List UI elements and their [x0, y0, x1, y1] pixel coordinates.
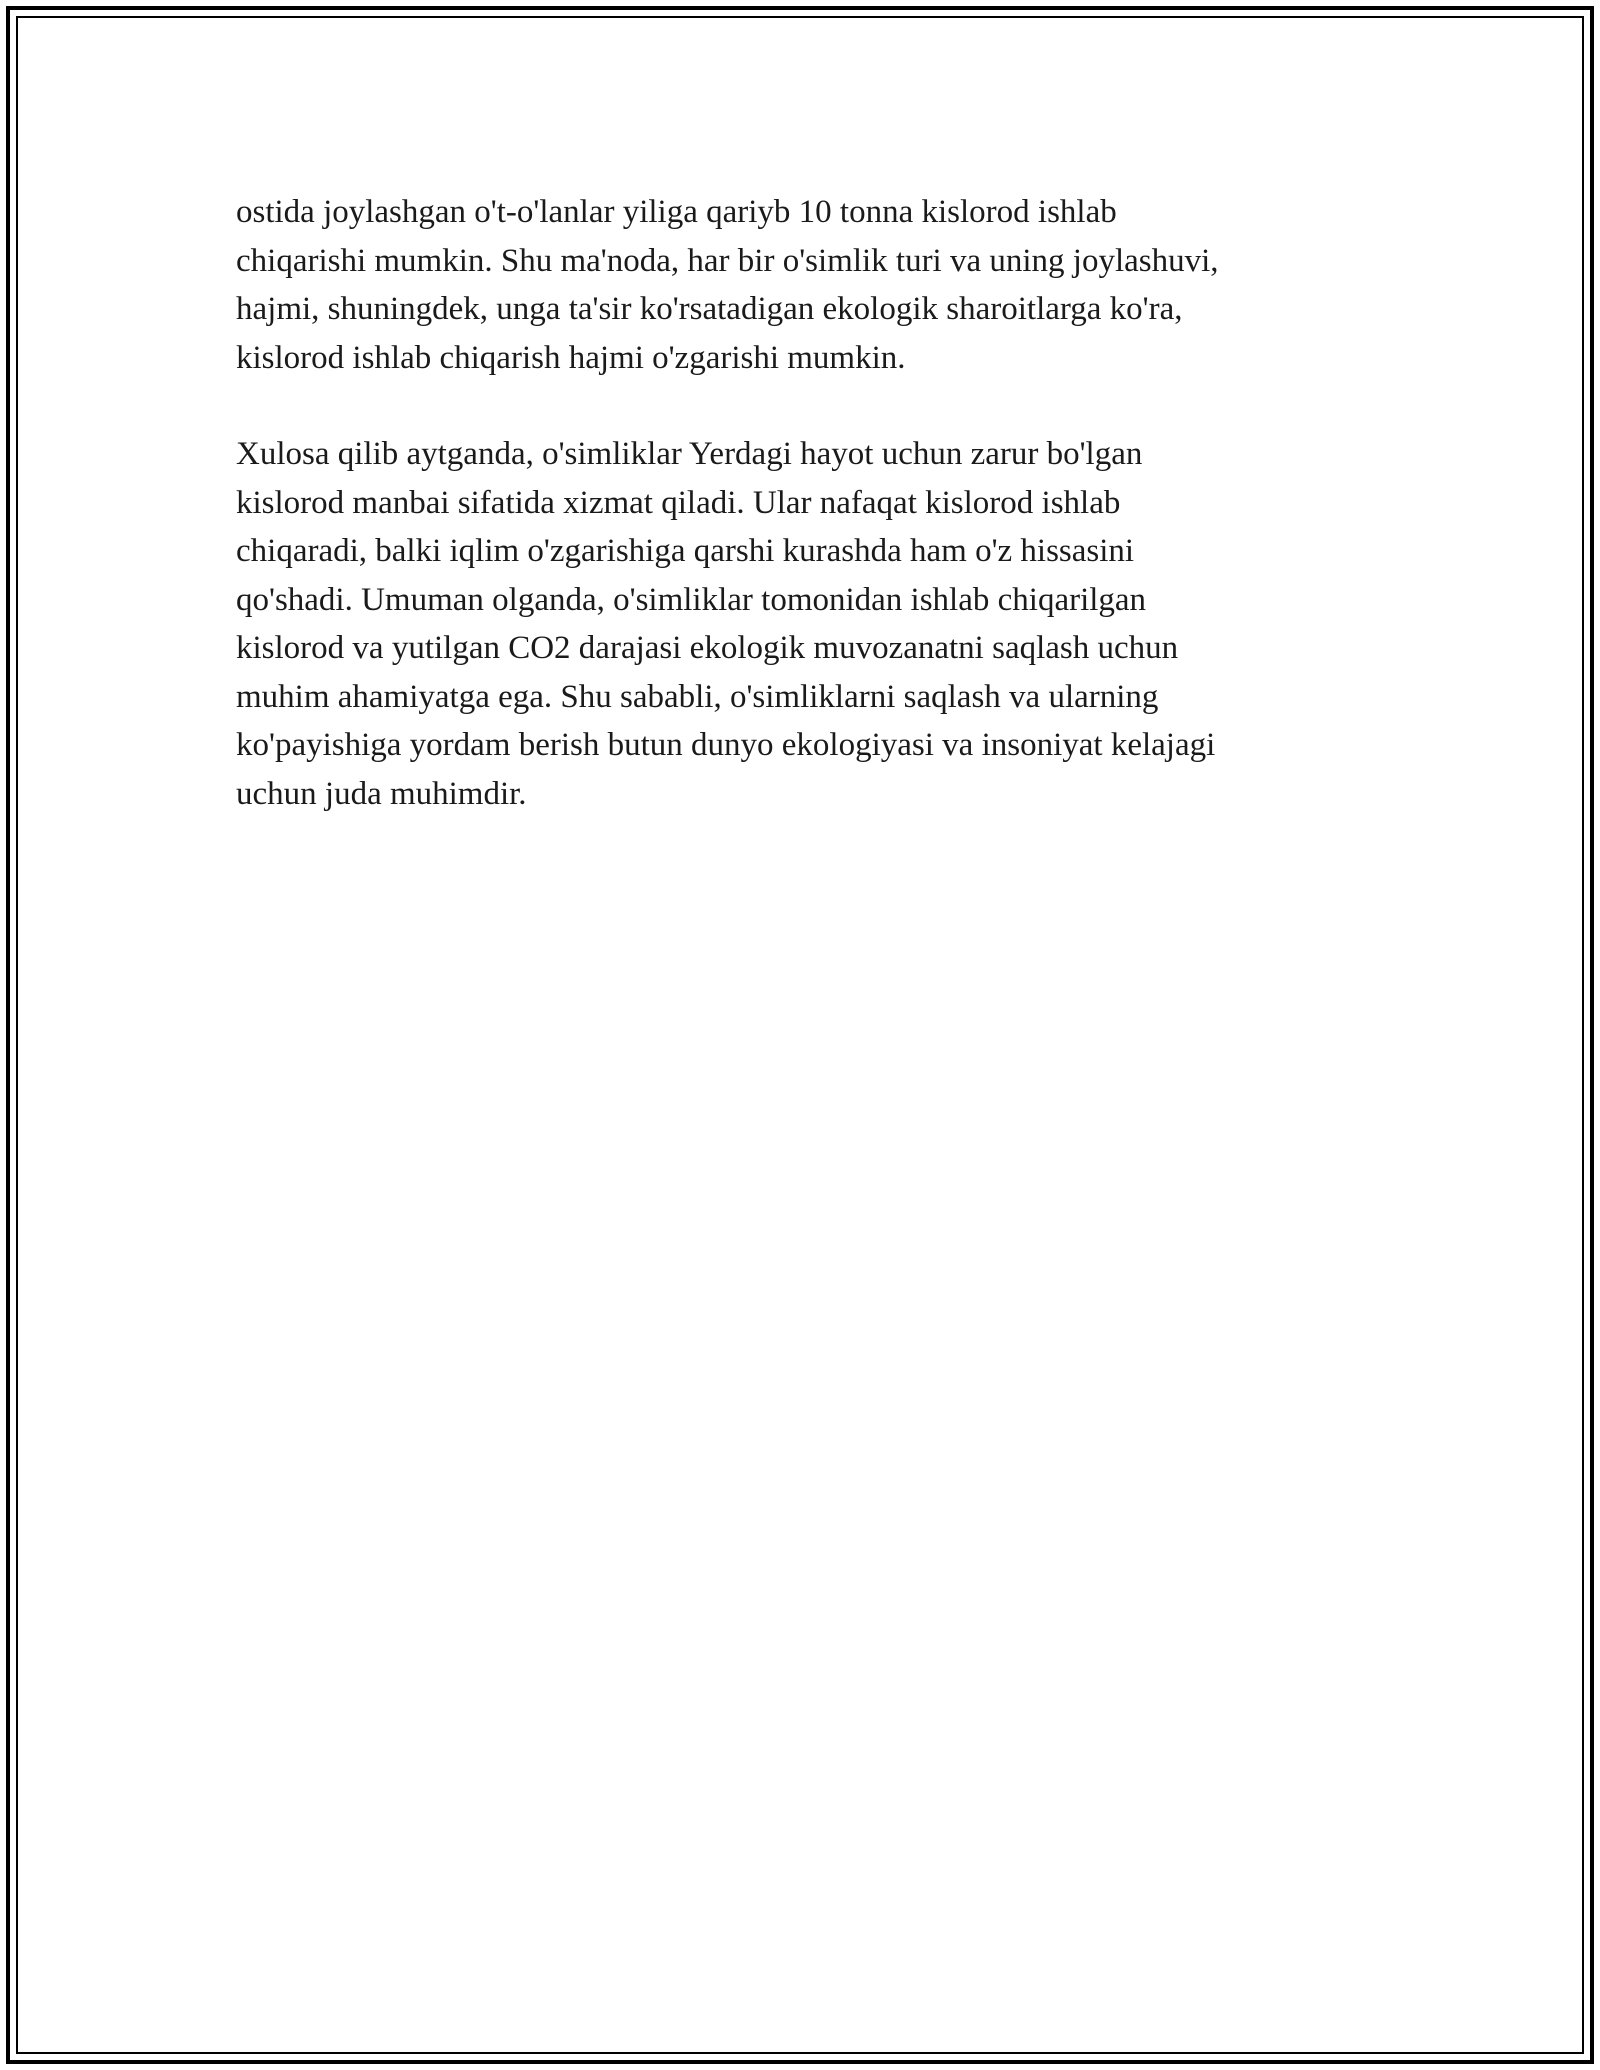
paragraph-2-line: Xulosa qilib aytganda, o'simliklar Yerdagi hayot uchun zarur bo'lgan — [236, 436, 1143, 472]
paragraph-1-line: kislorod ishlab chiqarish hajmi o'zgarishi mumkin. — [236, 339, 906, 376]
document-body — [236, 188, 1356, 818]
paragraph-1-line: ostida joylashgan o't-o'lanlar yiliga qariyb 10 tonna kislorod ishlab — [236, 194, 1117, 230]
paragraph-1-line: hajmi, shuningdek, unga ta'sir ko'rsatadigan ekologik sharoitlarga ko'ra, — [236, 291, 1183, 327]
paragraph-2-line: muhim ahamiyatga ega. Shu sababli, o'simliklarni saqlash va ularning — [236, 678, 1159, 715]
paragraph-2-line: kislorod manbai sifatida xizmat qiladi. Ular nafaqat kislorod ishlab — [236, 484, 1121, 521]
paragraph-2-line: kislorod va yutilgan CO2 darajasi ekologik muvozanatni saqlash uchun — [236, 630, 1179, 666]
paragraph-1-line: chiqarishi mumkin. Shu ma'noda, har bir o'simlik turi va uning joylashuvi, — [236, 242, 1219, 279]
paragraph-2 — [236, 430, 1356, 818]
paragraph-2-line: chiqaradi, balki iqlim o'zgarishiga qarshi kurashda ham o'z hissasini — [236, 533, 1135, 569]
paragraph-2-line: ko'payishiga yordam berish butun dunyo ekologiyasi va insoniyat kelajagi — [236, 727, 1216, 763]
paragraph-2-line: uchun juda muhimdir. — [236, 775, 527, 812]
paragraph-2-line: qo'shadi. Umuman olganda, o'simliklar tomonidan ishlab chiqarilgan — [236, 581, 1147, 618]
paragraph-1 — [236, 188, 1356, 382]
